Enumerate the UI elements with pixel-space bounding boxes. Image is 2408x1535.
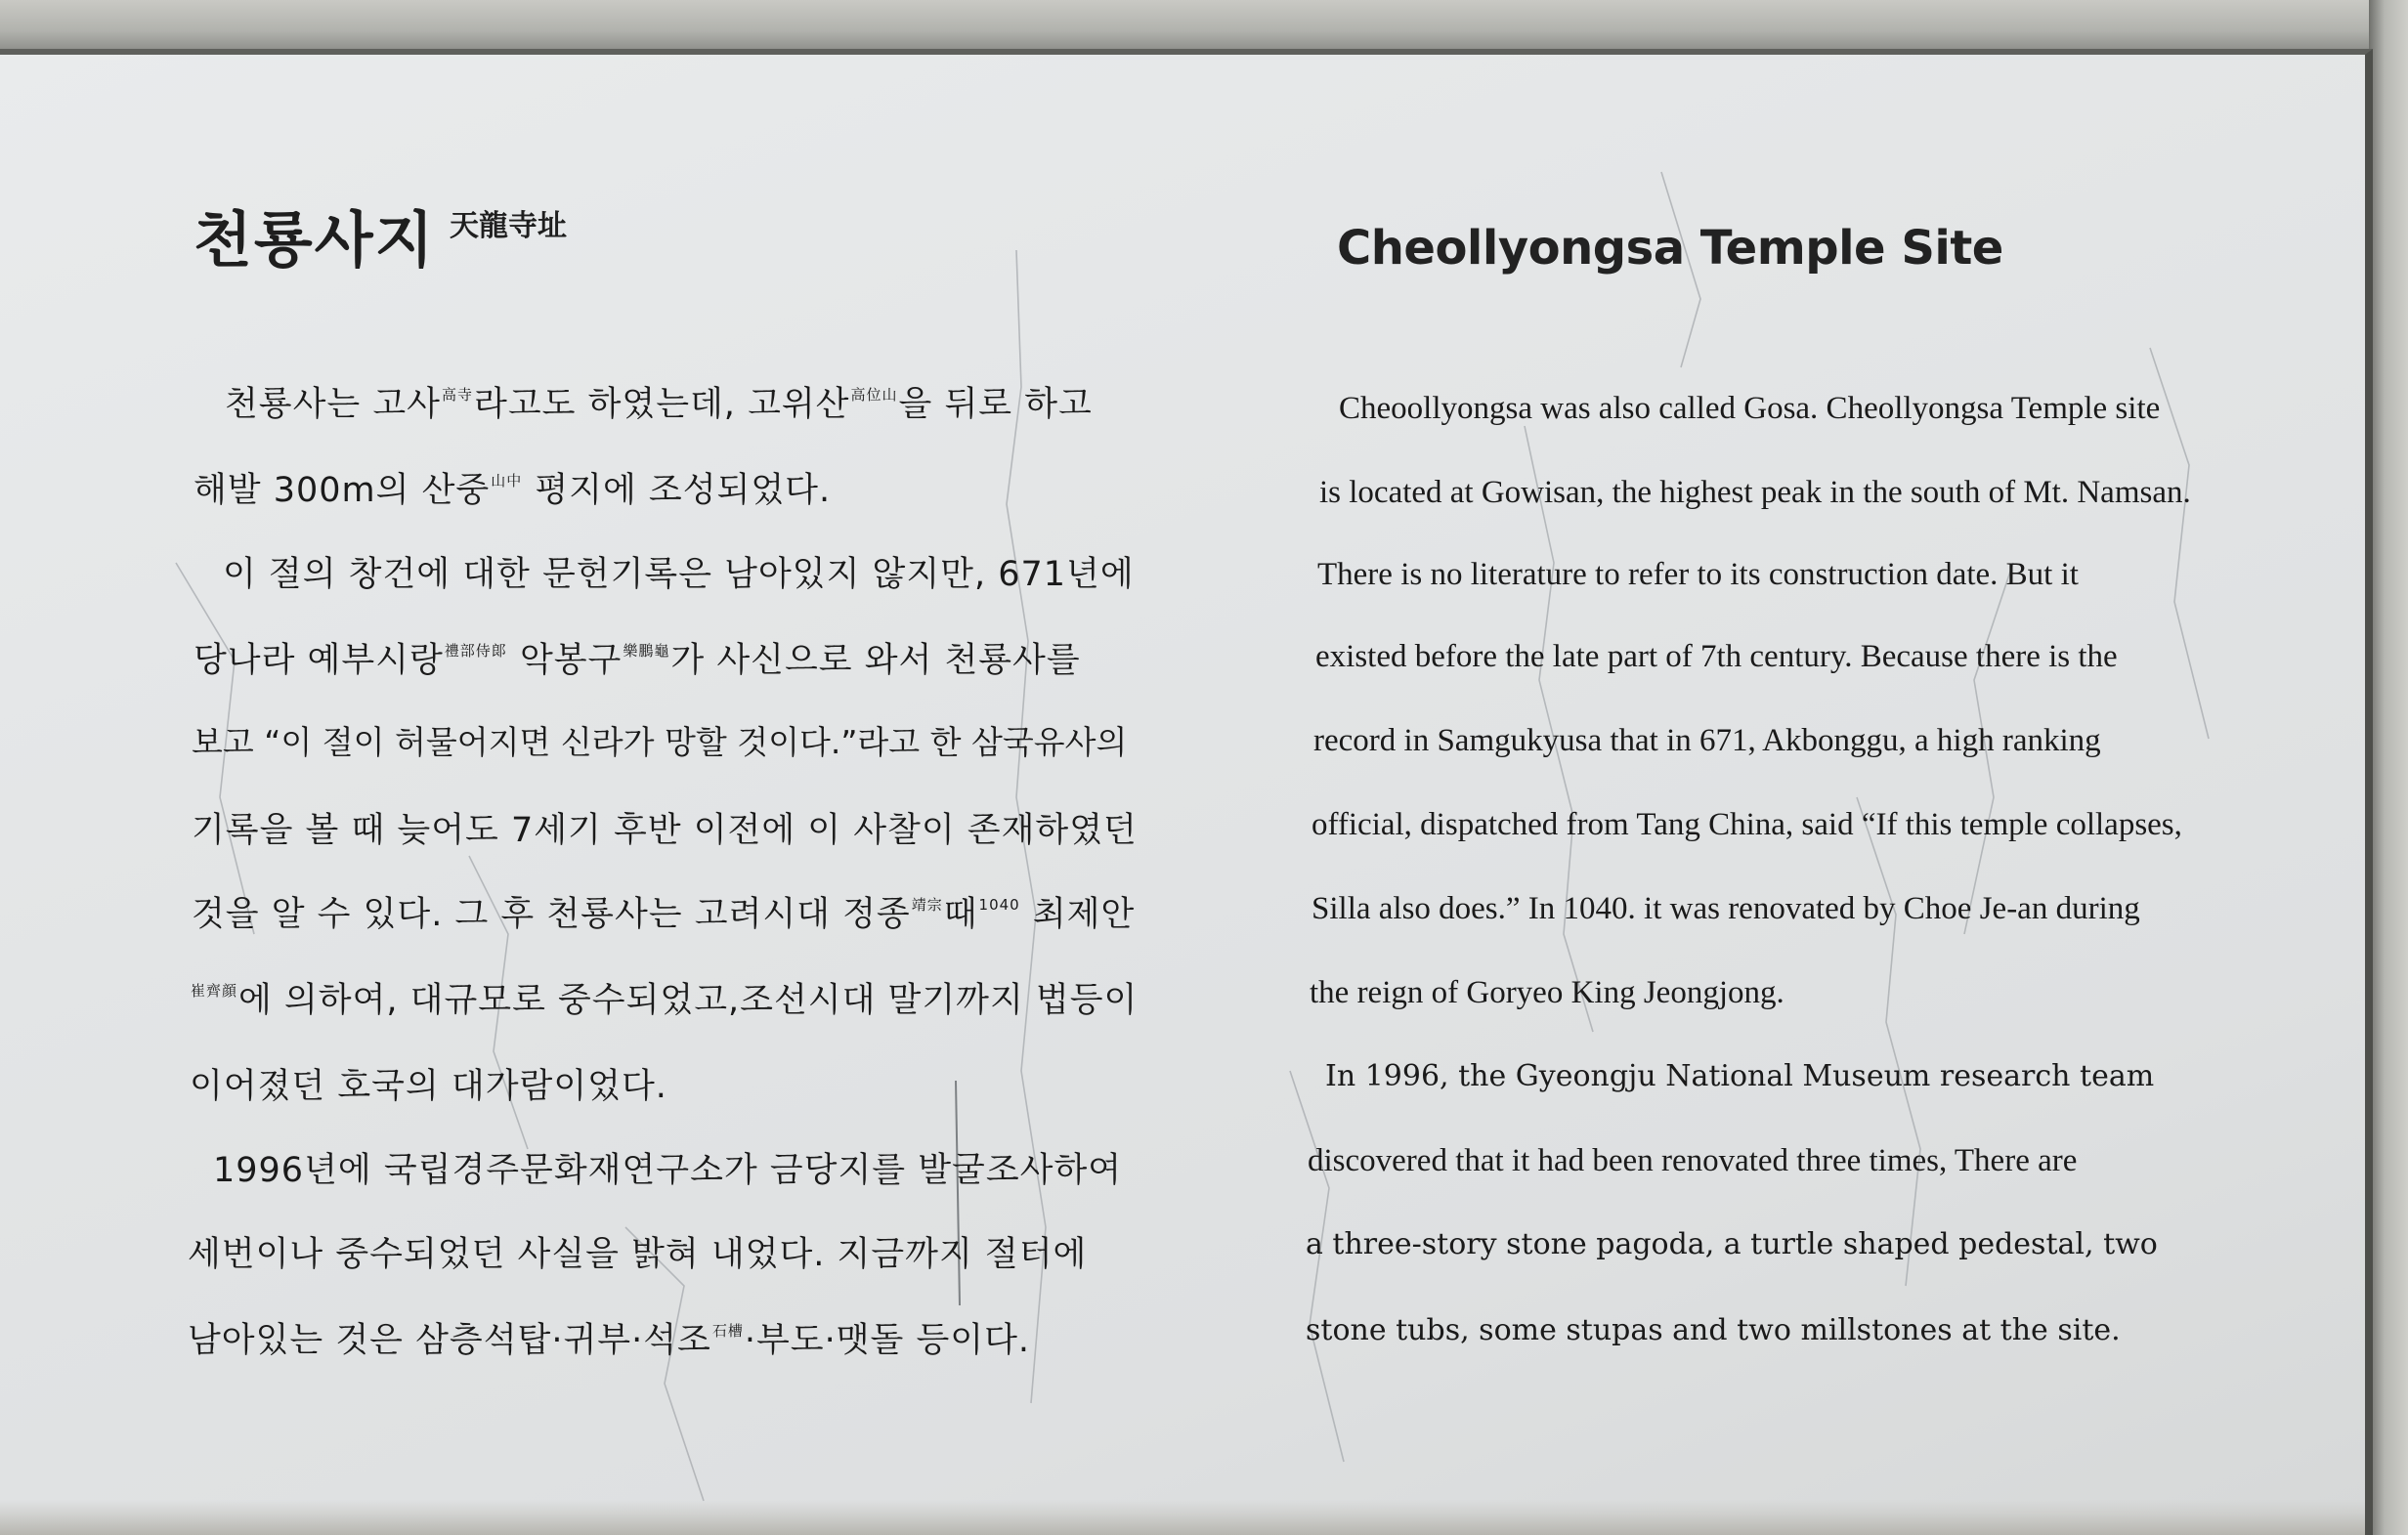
english-line-12: stone tubs, some stupas and two millstones at the site. [1306, 1313, 2121, 1347]
korean-line-3: 이 절의 창건에 대한 문헌기록은 남아있지 않지만, 671년에 [223, 555, 1135, 594]
stone-frame-top [0, 0, 2408, 51]
korean-line-2: 해발 300m의 산중$^{山中}$ 평지에 조성되었다. [194, 471, 832, 510]
information-plaque [0, 49, 2373, 1535]
english-line-1: Cheoollyongsa was also called Gosa. Cheollyongsa Temple site [1339, 391, 2161, 426]
korean-line-10: 1996년에 국립경주문화재연구소가 금당지를 발굴조사하여 [213, 1151, 1123, 1190]
english-title: Cheollyongsa Temple Site [1337, 221, 2003, 276]
korean-title-hanja: 天龍寺址 [450, 209, 567, 243]
korean-line-4: 당나라 예부시랑$^{禮部侍郞}$ 악봉구$^{樂鵬龜}$가 사신으로 와서 천룡사를 [194, 641, 1081, 680]
english-line-8: the reign of Goryeo King Jeongjong. [1310, 975, 1784, 1010]
english-line-6: official, dispatched from Tang China, said “If this temple collapses, [1312, 807, 2182, 842]
english-line-10: discovered that it had been renovated three times, There are [1308, 1143, 2078, 1178]
korean-line-6: 기록을 볼 때 늦어도 7세기 후반 이전에 이 사찰이 존재하였던 [192, 811, 1138, 850]
korean-line-12: 남아있는 것은 삼층석탑·귀부·석조$^{石槽}$·부도·맷돌 등이다. [188, 1321, 1031, 1360]
english-line-4: existed before the late part of 7th century. Because there is the [1315, 639, 2118, 674]
korean-line-1: 천룡사는 고사$^{高寺}$라고도 하였는데, 고위산$^{高位山}$을 뒤로 하고 [225, 385, 1093, 424]
english-line-2: is located at Gowisan, the highest peak in the south of Mt. Namsan. [1319, 475, 2191, 510]
korean-title: 천룡사지 [194, 204, 436, 276]
korean-line-7: 것을 알 수 있다. 그 후 천룡사는 고려시대 정종$^{靖宗}$때$^{1040}$ 최제안 [192, 895, 1136, 934]
korean-line-8: $^{崔齊顔}$에 의하여, 대규모로 중수되었고,조선시대 말기까지 법등이 [191, 981, 1139, 1020]
korean-line-5: 보고 “이 절이 허물어지면 신라가 망할 것이다.”라고 한 삼국유사의 [192, 723, 1128, 761]
bottom-weathering [0, 1500, 2373, 1535]
korean-line-11: 세번이나 중수되었던 사실을 밝혀 내었다. 지금까지 절터에 [188, 1235, 1088, 1274]
english-line-5: record in Samgukyusa that in 671, Akbonggu, a high ranking [1313, 723, 2101, 758]
english-line-3: There is no literature to refer to its construction date. But it [1317, 557, 2079, 592]
english-line-11: a three-story stone pagoda, a turtle shaped pedestal, two [1306, 1227, 2158, 1261]
english-line-7: Silla also does.” In 1040. it was renovated by Choe Je-an during [1312, 891, 2140, 926]
english-line-9: In 1996, the Gyeongju National Museum research team [1325, 1059, 2155, 1093]
korean-line-9: 이어졌던 호국의 대가람이었다. [190, 1067, 667, 1106]
stone-frame-right [2369, 0, 2408, 1535]
